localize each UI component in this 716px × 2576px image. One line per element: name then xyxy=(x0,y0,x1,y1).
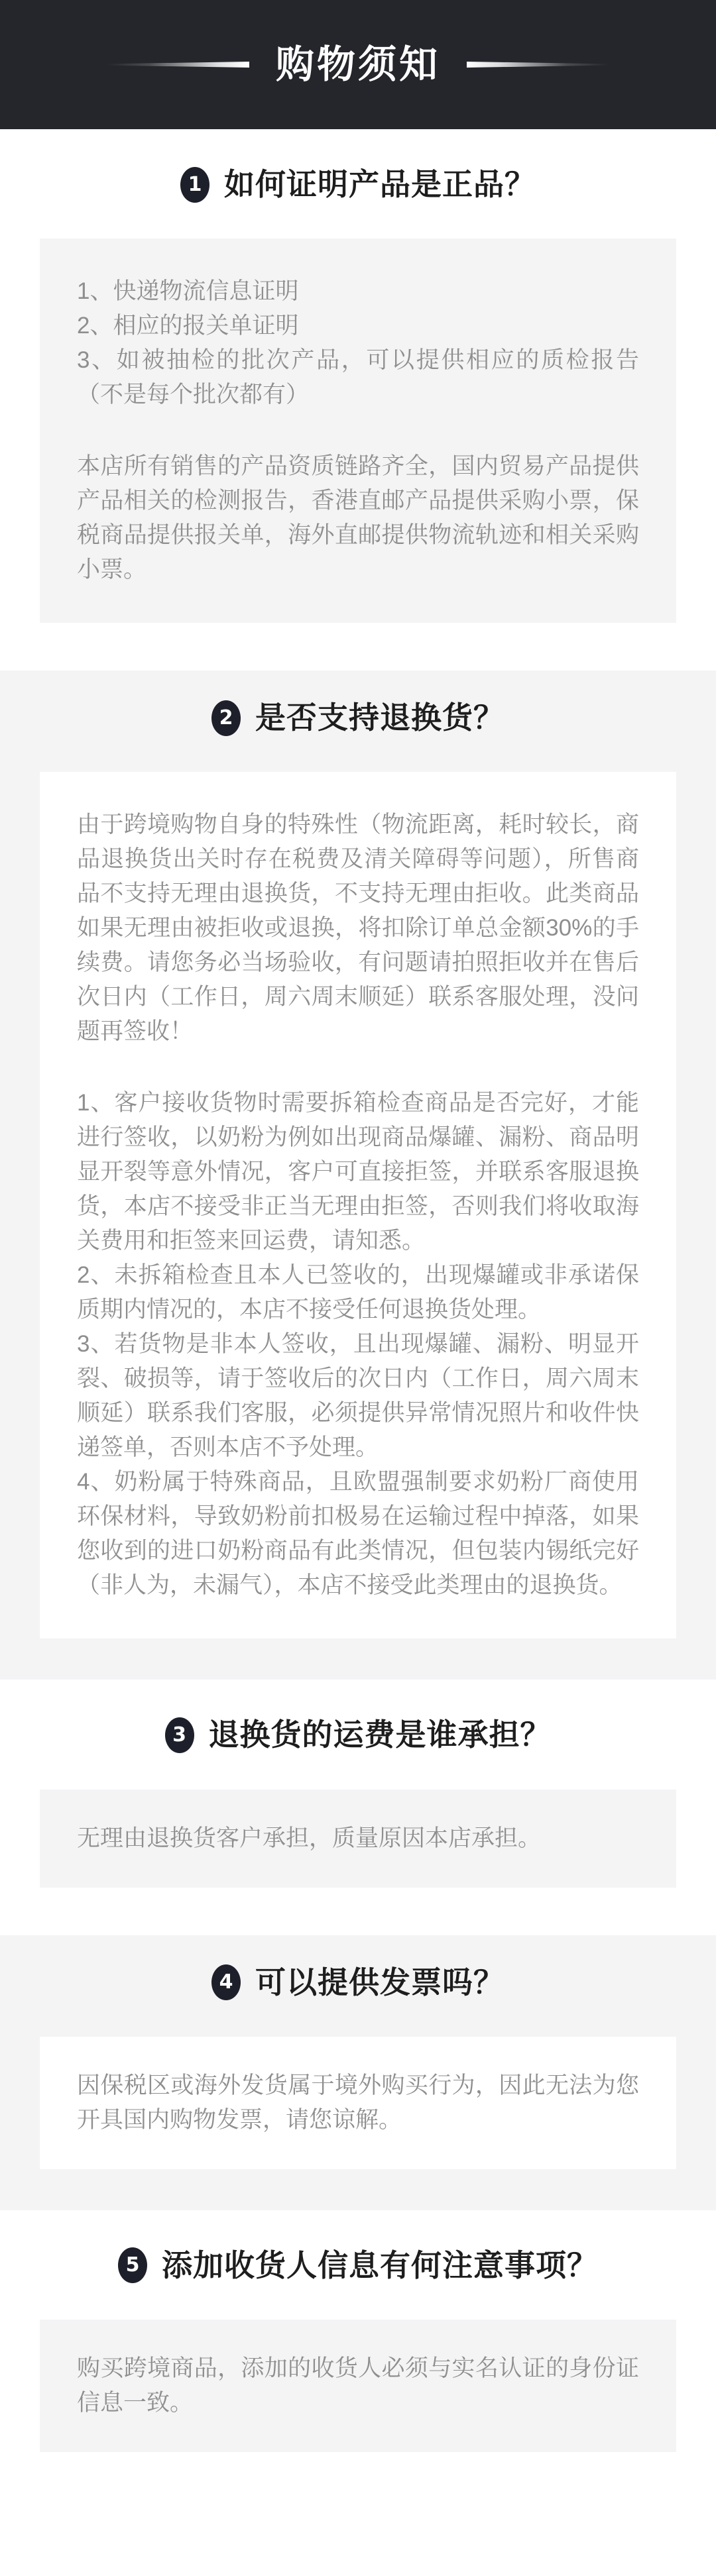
notice-paragraph: 本店所有销售的产品资质链路齐全，国内贸易产品提供产品相关的检测报告，香港直邮产品提供采购小票，保税商品提供报关单，海外直邮提供物流轨迹和相关采购小票。 xyxy=(77,453,639,583)
header-line-left-decoration xyxy=(107,62,249,68)
section-title-row xyxy=(0,2247,716,2284)
section-title: 是否支持退换货？ xyxy=(255,700,505,735)
section-number-badge xyxy=(211,1964,241,2000)
section-number-badge xyxy=(211,700,241,736)
section-number-badge xyxy=(165,1717,194,1753)
section-title-row xyxy=(0,700,716,736)
section-title: 如何证明产品是正品？ xyxy=(224,167,536,201)
notice-section xyxy=(0,671,716,1680)
notice-paragraph: 由于跨境购物自身的特殊性（物流距离，耗时较长，商品退换货出关时存在税费及清关障碍等问题），所售商品不支持无理由退换货，不支持无理由拒收。此类商品如果无理由被拒收或退换，将扣除订单总金额30%的手续费。请您务必当场验收，有问题请拍照拒收并在售后次日内（工作日，周六周末顺延）联系客服处理，没问题再签收！ xyxy=(77,812,639,1045)
header-line-right-decoration xyxy=(467,62,609,68)
section-number: 2 xyxy=(219,706,233,729)
section-title-row xyxy=(0,1717,716,1753)
bottom-spacer xyxy=(0,2452,716,2504)
notice-section xyxy=(0,1935,716,2210)
notice-paragraph: 3、如被抽检的批次产品，可以提供相应的质检报告（不是每个批次都有） xyxy=(77,347,639,408)
notice-paragraph: 2、相应的报关单证明 xyxy=(77,313,299,339)
section-title: 可以提供发票吗？ xyxy=(255,1964,505,2000)
section-title-row xyxy=(0,166,716,203)
notice-paragraph: 1、快递物流信息证明 xyxy=(77,278,299,305)
paragraph-block xyxy=(77,449,639,587)
section-number: 5 xyxy=(125,2253,140,2277)
paragraph-block xyxy=(77,1086,639,1603)
paragraph-block xyxy=(77,1821,639,1856)
notice-paragraph: 购买跨境商品，添加的收货人必须与实名认证的身份证信息一致。 xyxy=(77,2355,639,2416)
notice-paragraph: 因保税区或海外发货属于境外购买行为，因此无法为您开具国内购物发票，请您谅解。 xyxy=(77,2072,639,2133)
notice-section xyxy=(0,2247,716,2452)
section-number-badge xyxy=(118,2247,147,2283)
notice-paragraph: 1、客户接收货物时需要拆箱检查商品是否完好，才能进行签收，以奶粉为例如出现商品爆罐、漏粉、商品明显开裂等意外情况，客户可直接拒签，并联系客服退换货，本店不接受非正当无理由拒签，否则我们将收取海关费用和拒签来回运费，请知悉。 xyxy=(77,1090,639,1254)
paragraph-block xyxy=(77,274,639,412)
paragraph-block xyxy=(77,2351,639,2420)
page-title: 购物须知 xyxy=(275,42,440,86)
notice-section xyxy=(0,166,716,623)
section-title: 退换货的运费是谁承担？ xyxy=(208,1717,552,1752)
notice-paragraph: 4、奶粉属于特殊商品，且欧盟强制要求奶粉厂商使用环保材料，导致奶粉前扣极易在运输过程中掉落，如果您收到的进口奶粉商品有此类情况，但包装内锡纸完好（非人为，未漏气），本店不接受此类理由的退换货。 xyxy=(77,1469,639,1599)
section-title-row xyxy=(0,1964,716,2001)
notice-paragraph: 2、未拆箱检查且本人已签收的，出现爆罐或非承诺保质期内情况的，本店不接受任何退换货处理。 xyxy=(77,1262,639,1323)
paragraph-block xyxy=(77,808,639,1049)
section-content-box xyxy=(40,239,676,623)
paragraph-block xyxy=(77,2068,639,2137)
section-number: 1 xyxy=(188,172,202,196)
page-header xyxy=(0,0,716,129)
section-number: 4 xyxy=(219,1970,233,1994)
notice-sections xyxy=(0,166,716,2452)
notice-section xyxy=(0,1717,716,1887)
notice-paragraph: 无理由退换货客户承担，质量原因本店承担。 xyxy=(77,1825,542,1851)
section-number: 3 xyxy=(172,1723,186,1746)
section-title: 添加收货人信息有何注意事项？ xyxy=(162,2247,598,2282)
section-content-box xyxy=(40,2320,676,2452)
section-number-badge xyxy=(180,167,209,203)
section-content-box xyxy=(40,2037,676,2169)
section-content-box xyxy=(40,1790,676,1888)
notice-paragraph: 3、若货物是非本人签收，且出现爆罐、漏粉、明显开裂、破损等，请于签收后的次日内（工作日，周六周末顺延）联系我们客服，必须提供异常情况照片和收件快递签单，否则本店不予处理。 xyxy=(77,1331,639,1461)
section-content-box xyxy=(40,772,676,1638)
